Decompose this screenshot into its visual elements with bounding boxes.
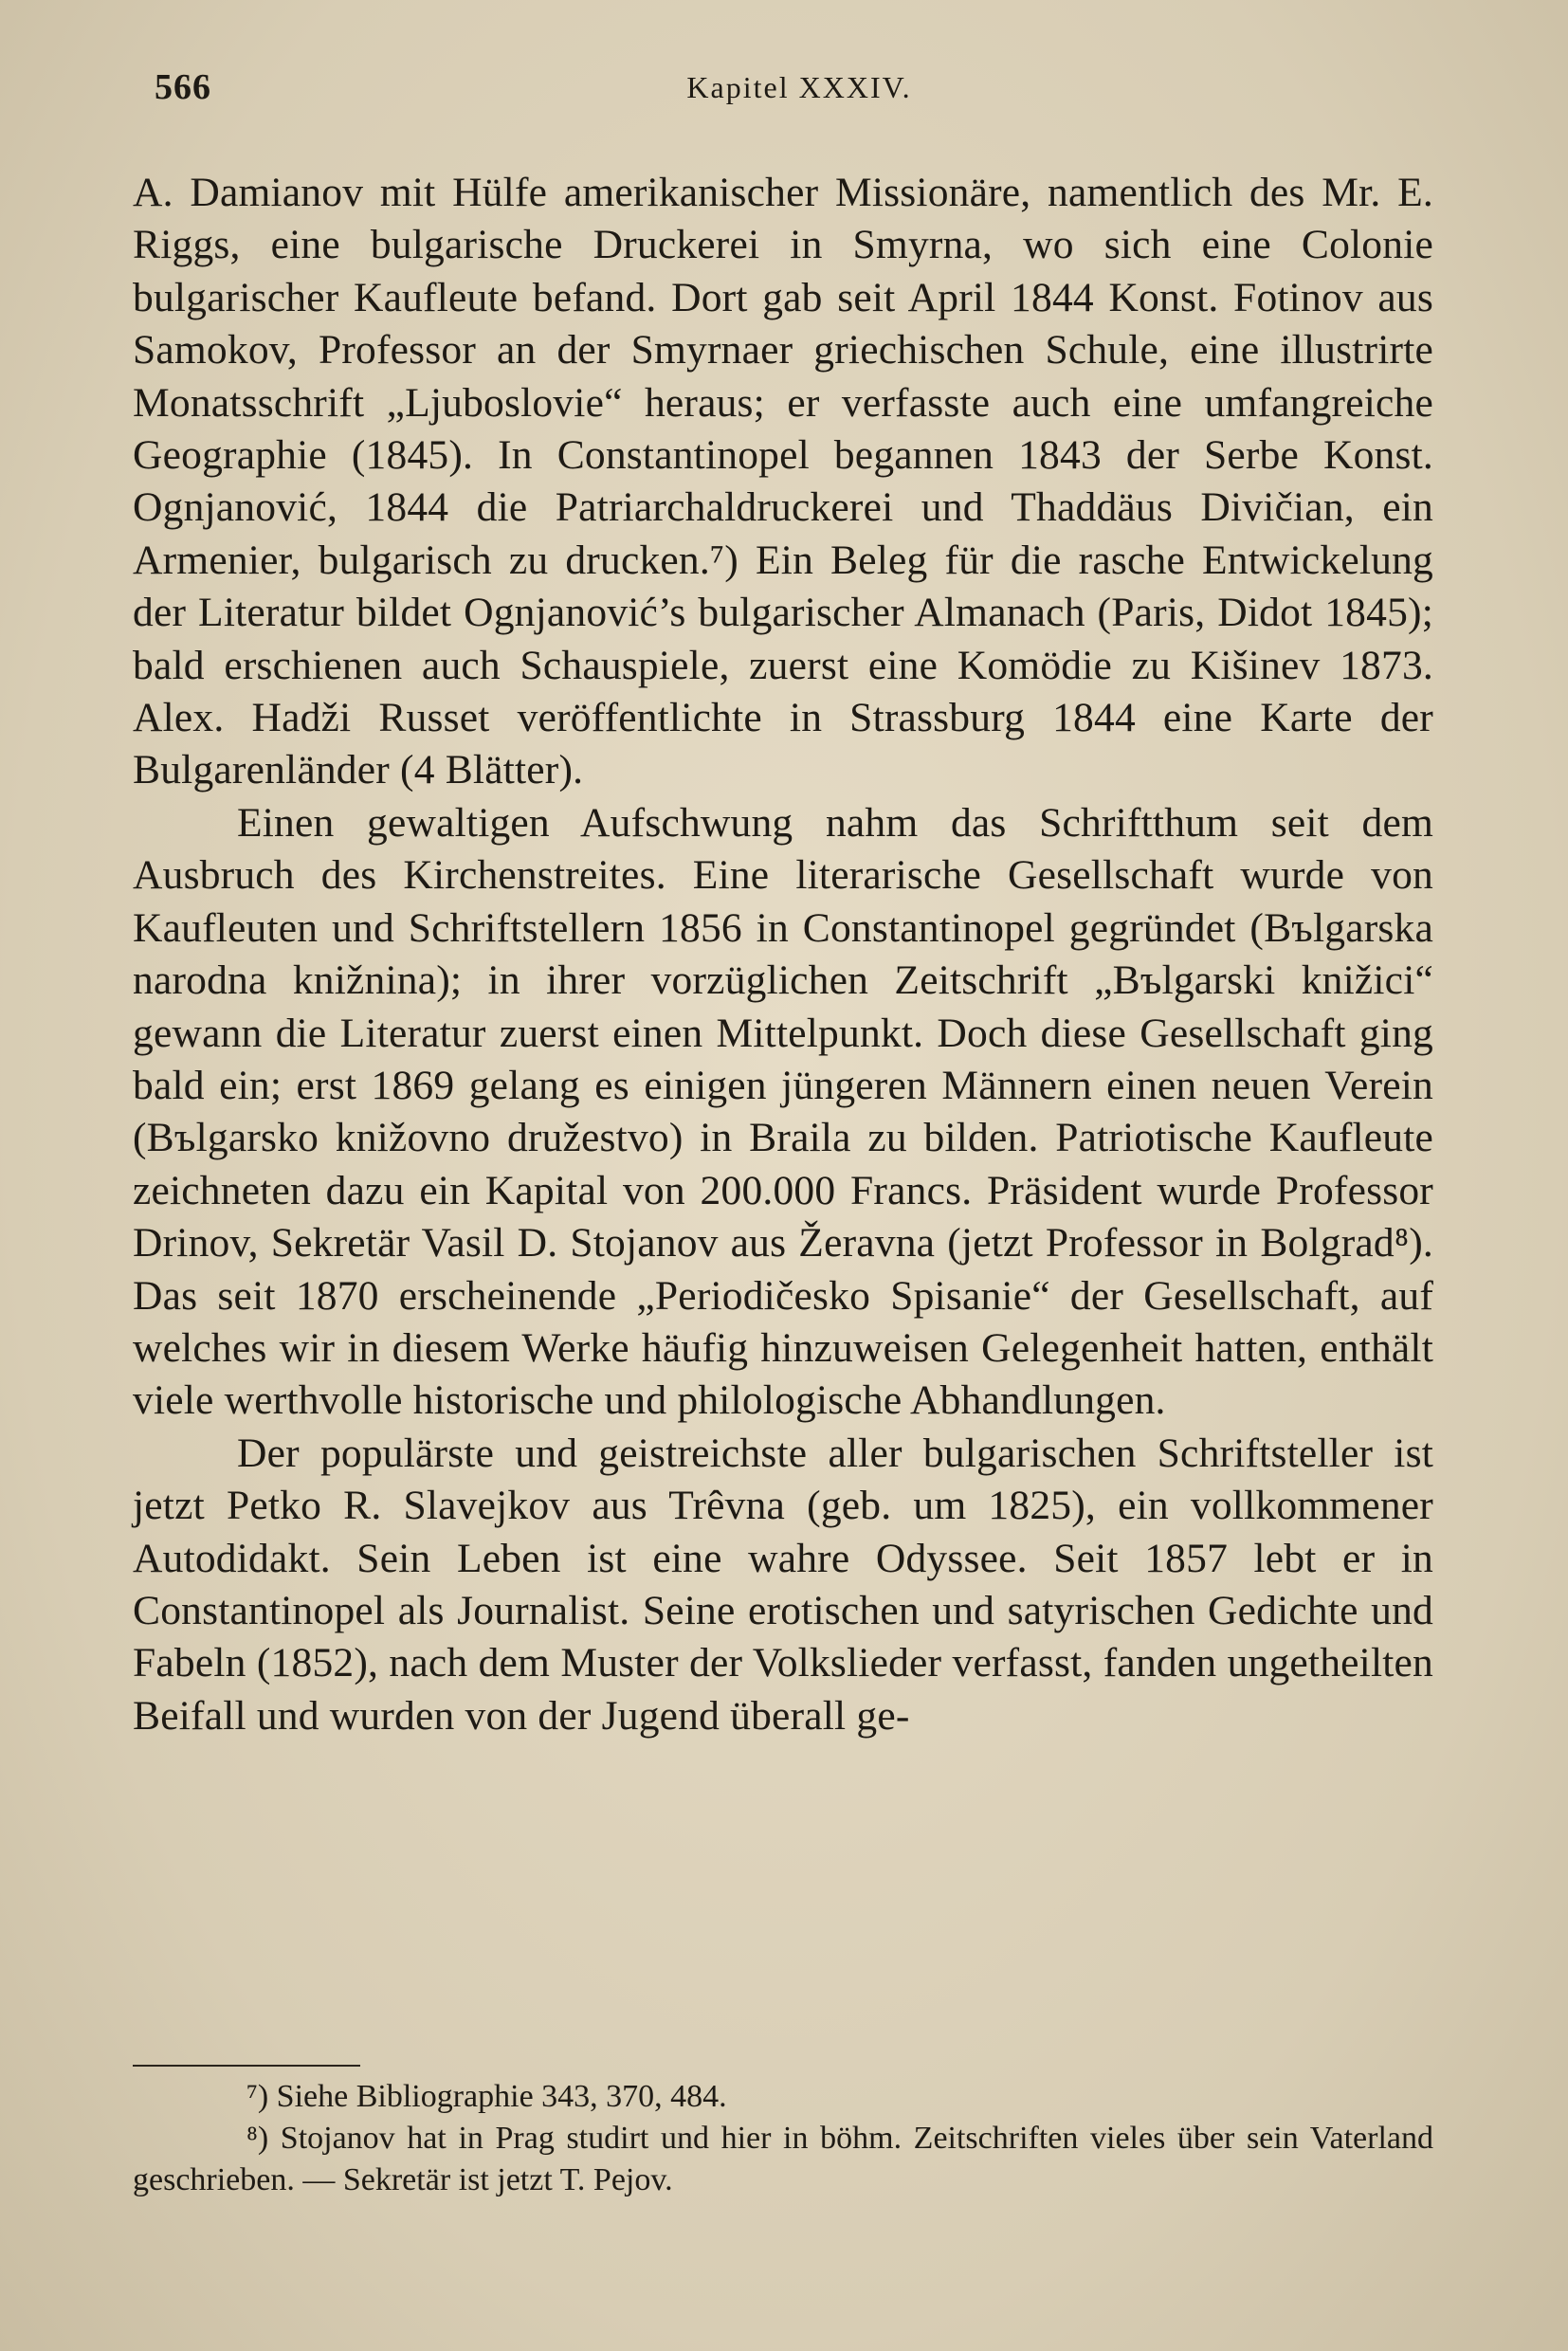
footnotes [133, 2076, 1433, 2201]
paragraph-3: Der populärste und geistreichste aller bulgarischen Schriftsteller ist jetzt Petko R. Slavejkov aus Trêvna (geb. um 1825), ein vollkommener Autodidakt. Sein Leben ist eine wahre Odyssee. Seit 1857 lebt er in Constantinopel als Journalist. Seine erotischen und satyrischen Gedichte und Fabeln (1852), nach dem Muster der Volkslieder verfasst, fanden ungetheilten Beifall und wurden von der Jugend überall ge- [133, 1430, 1433, 1739]
main-text [133, 167, 1433, 1742]
running-head: Kapitel XXXIV. [686, 70, 912, 104]
footnote-rule [133, 2065, 360, 2067]
paragraph-1: A. Damianov mit Hülfe amerikanischer Missionäre, namentlich des Mr. E. Riggs, eine bulgarische Druckerei in Smyrna, wo sich eine Colonie bulgarischer Kaufleute befand. Dort gab seit April 1844 Konst. Fotinov aus Samokov, Professor an der Smyrnaer griechischen Schule, eine illustrirte Monatsschrift „Ljuboslovie“ heraus; er verfasste auch eine umfangreiche Geographie (1845). In Constantinopel begannen 1843 der Serbe Konst. Ognjanović, 1844 die Patriarchaldruckerei und Thaddäus Divičian, ein Armenier, bulgarisch zu drucken.⁷) Ein Beleg für die rasche Entwickelung der Literatur bildet Ognjanović’s bulgarischer Almanach (Paris, Didot 1845); bald erschienen auch Schauspiele, zuerst eine Komödie zu Kišinev 1873. Alex. Hadži Russet veröffentlichte in Strassburg 1844 eine Karte der Bulgarenländer (4 Blätter). [133, 170, 1433, 793]
footnote-8: ⁸) Stojanov hat in Prag studirt und hier in böhm. Zeitschriften vieles über sein Vaterland geschrieben. — Sekretär ist jetzt T. Pejov. [133, 2121, 1433, 2197]
footnote-7: ⁷) Siehe Bibliographie 343, 370, 484. [246, 2079, 727, 2114]
page-header [155, 66, 1444, 123]
paragraph-2: Einen gewaltigen Aufschwung nahm das Schriftthum seit dem Ausbruch des Kirchenstreites. Eine literarische Gesellschaft wurde von Kaufleuten und Schriftstellern 1856 in Constantinopel gegründet (Bъlgarska narodna knižnina); in ihrer vorzüglichen Zeitschrift „Bъlgarski knižici“ gewann die Literatur zuerst einen Mittelpunkt. Doch diese Gesellschaft ging bald ein; erst 1869 gelang es einigen jüngeren Männern einen neuen Verein (Bъlgarsko knižovno družestvo) in Braila zu bilden. Patriotische Kaufleute zeichneten dazu ein Kapital von 200.000 Francs. Präsident wurde Professor Drinov, Sekretär Vasil D. Stojanov aus Žeravna (jetzt Professor in Bolgrad⁸). Das seit 1870 erscheinende „Periodičesko Spisanie“ der Gesellschaft, auf welches wir in diesem Werke häufig hinzuweisen Gelegenheit hatten, enthält viele werthvolle historische und philologische Abhandlungen. [133, 799, 1433, 1424]
page-number: 566 [155, 67, 211, 107]
